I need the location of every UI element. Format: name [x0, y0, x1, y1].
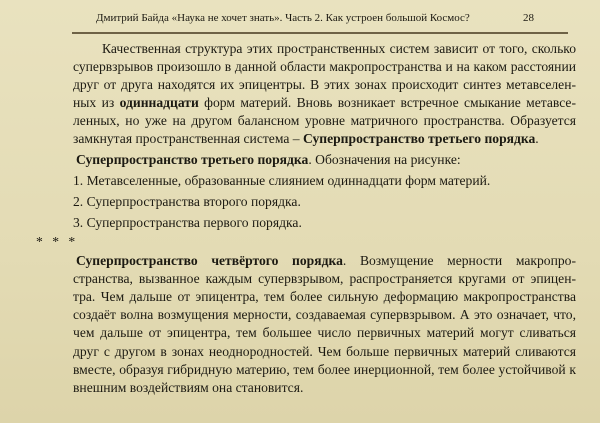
header-title: Дмитрий Байда «Наука не хочет знать». Часть 2. Как устроен большой Космос? — [96, 12, 470, 24]
paragraph-line — [73, 324, 576, 342]
text-run: чем дальше от эпицентра, тем большее число первичных материй могут сливаться — [73, 325, 576, 341]
paragraph-line — [73, 270, 576, 288]
running-header — [0, 9, 600, 27]
emphasis: Суперпространство четвёртого порядка — [76, 253, 343, 269]
paragraph-line — [73, 343, 576, 361]
text-run: замкнутая пространственная система – — [73, 131, 303, 147]
paragraph-line — [73, 288, 576, 306]
text-run: создаёт волна возмущения мерности, создаваемая супервзрывом. А это означает, что, — [73, 307, 576, 323]
text-run: . Обозначения на рисунке: — [308, 151, 461, 167]
page-content — [36, 40, 576, 397]
legend-heading — [76, 151, 576, 169]
text-run: друг с другом в зонах неоднородностей. Чем больше первичных материй сливаются — [73, 343, 576, 359]
paragraph-line — [73, 94, 576, 112]
text-run: странства, вызванное каждым супервзрывом, распространяется кругами от эпицен- — [73, 271, 576, 287]
text-run: . — [535, 131, 539, 147]
paragraph — [76, 40, 576, 58]
page-number: 28 — [523, 12, 534, 24]
legend-item: 2. Суперпространства второго порядка. — [73, 193, 301, 209]
para1-line2: супервзрывов произошло в данной области макропространства и на каком расстоянии — [73, 59, 576, 75]
paragraph-line — [73, 379, 576, 397]
section-separator: * * * — [36, 233, 79, 249]
header-rule — [72, 32, 568, 34]
emphasis: одиннадцати — [119, 95, 199, 111]
paragraph-line — [73, 306, 576, 324]
paragraph-line — [73, 58, 576, 76]
text-run: ных из — [73, 95, 120, 111]
text-run: тра. Чем дальше от эпицентра, тем более сильную деформацию макропространства — [73, 289, 576, 305]
paragraph-line — [73, 112, 576, 130]
paragraph-line — [73, 130, 576, 148]
para1-line3: друг от друга находятся их эпицентры. В этих зонах происходит синтез метавселен- — [73, 77, 576, 93]
legend-item: 1. Метавселенные, образованные слиянием одиннадцати форм материй. — [73, 172, 491, 188]
para1-line1: Качественная структура этих пространственных систем зависит от того, сколько — [102, 41, 576, 56]
text-run: внешним воздействиям она становится. — [73, 379, 304, 395]
paragraph — [76, 252, 576, 270]
emphasis: Суперпространство третьего порядка — [76, 151, 309, 167]
paragraph-line — [73, 76, 576, 94]
legend-item: 3. Суперпространства первого порядка. — [73, 214, 302, 230]
text-run: . Возмущение мерности макропро- — [342, 253, 576, 269]
para1-line5: ленных, но уже на другом балансном уровне матричного пространства. Образуется — [73, 113, 576, 129]
paragraph-line — [73, 361, 576, 379]
text-run: вместе, образуя гибридную материю, тем более инерционной, тем более устойчивой к — [73, 361, 576, 377]
text-run: форм материй. Вновь возникает встречное смыкание метавсе- — [198, 95, 576, 111]
emphasis: Суперпространство третьего порядка — [302, 131, 536, 147]
